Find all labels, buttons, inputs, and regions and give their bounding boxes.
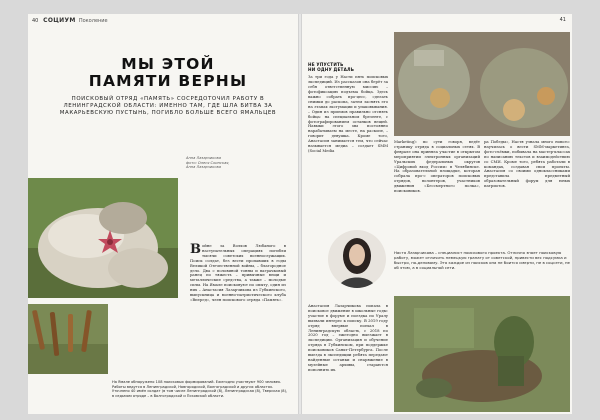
right-column-2: [394, 140, 480, 194]
credit-author: Анна Лазарчикова: [186, 156, 221, 160]
article-title-line1: МЫ ЭТОЙ: [121, 55, 215, 73]
right-column-3: [484, 140, 570, 189]
right-subhead-line2: НИ ОДНУ ДЕТАЛЬ: [308, 67, 355, 73]
left-column-1-text: ойне за Волхов Любаного в наступательных операциях погибли тысячи советских военнослужащих. Поиск солдат, без вести пропавших в годы Великой Отечественной войны, – благородное дело. Два с половиной тонны и ваграчковый ранец по тяжесть – привычные вещи и металлические средства, а также – молодые силы. На Ямале поисковуют по опыту, один из них – Анастасия Лазарчикова из Губкинского, выпускница и военно-патриотического клуба «Вперед», член поискового отряда «Память».: [190, 243, 286, 302]
right-column-1-text: За три года у Насти пять поисковых экспедиций. Из рассказов она берёт за себя ответственную миссию – фотофиксацию подъема бойца. Здесь важно собрать про-цесс, сделать снимки до раскопа, затем заснять его на этапах эксгумации и упаковывания. – Один из приемов правильно отснять бойца: на специальном брезенте, с фотографированием останков вещей. Навыки этого мы постоянно нарабатываем на месте, на раскопе, – говорит девушка. Кроме того, Анастасия занимается тем, что сейчас называется медиа – создает SMM (Social Media: [308, 74, 388, 153]
right-column-3-text: ра Победы», Настя узнала много нового: научилась о вести SMM-маркетинга, фото-съёмки, побывала на мастер-классах по написанию текстов и взаимодействию со СМИ. Кроме того, ребята работали в командах, создавая свои проекты. Анастасия со своими одноклассниками представила предметный образовательный форум для юных патриотов.: [484, 139, 570, 189]
right-column-4: [308, 304, 388, 373]
right-page-header: [560, 17, 566, 23]
article-title-line2: ПАМЯТИ ВЕРНЫ: [88, 72, 248, 90]
portrait-quote: Настя Лазарчикова – специалист поискового проекта. Отлично знает поисковую работу, может отличить немецкую гранату от советской, привести вес подсумка и быстро, по-деловому. Это каждое из поисков она не боится смерти, не в соцсети, не об этом, а в социальной сети.: [394, 250, 570, 270]
right-page: [302, 14, 572, 414]
right-column-4-text: Анастасия Лазарчикова попала в поисковое движение в школьные годы: участие в форуме и поездка по Уралу вызвали интерес к поиску. В 2019 году отряд впервые поехал в Ленинградскую область, с 2018 по 2020 год – ежегодно выезжает в экспедиции. Организация и обучение отряда в Губкинском, при поддержке поисковиков Санкт-Петербурга. После выезда в экспедиции ребята передают найденные останки и снаряжение в музейные архивы, стараются пополнить их.: [308, 303, 388, 372]
right-page-number: 41: [559, 17, 566, 23]
right-column-2-text: Marketing): по сути говоря, ведёт страницу отряда в социальных сетях. В феврале она приняла участие в открытом мероприятии электронных организаций Уральских федеральных округов «Цифровой вход России» в Челябинске. На образовательной площадке, которая собрала про-с операторов поисковых отрядов, волонтеров, участников движения «Бессмертного полка», поисковиков.: [394, 139, 480, 194]
right-column-1: [308, 62, 388, 154]
dropcap: В: [190, 242, 201, 257]
credit-photo-2: Анна Лазарчикова: [186, 165, 221, 170]
credit-photo: фото: Олеся Соинская,: [186, 160, 230, 165]
brand-label: СОЦИУМ: [43, 17, 76, 24]
portrait-photo: [328, 230, 386, 288]
right-subhead: [308, 62, 388, 72]
left-page-number: 40: [32, 18, 39, 24]
right-subhead-line1: НЕ УПУСТИТЬ: [308, 62, 344, 67]
statistics-caption: На Ямале обнаружено 108 поисковых формирований. Ежегодно участвуют 900 человек. Работы ведутся в Ленинградской, Новгородской, Волгоградской и других областях. Уточнено 40 имён солдат (в том числе Ленинградской (8), Ленинградская (8), Тверская (8), в седьмом отряде – в Волгоградской и Псковской области.: [112, 380, 288, 398]
left-page: [28, 14, 298, 414]
left-column-1: [190, 244, 286, 303]
hand-with-star-photo: [28, 178, 178, 298]
field-dig-photo: [394, 296, 570, 412]
artifacts-on-grass-photo: [28, 304, 108, 374]
hands-with-finds-photo: [394, 32, 570, 136]
article-title: [48, 56, 288, 90]
section-label: Поколение: [78, 18, 108, 24]
photo-credits: [186, 156, 286, 170]
article-lead: ПОИСКОВЫЙ ОТРЯД «ПАМЯТЬ» СОСРЕДОТОЧИЛ РАБОТУ В ЛЕНИНГРАДСКОЙ ОБЛАСТИ: ИМЕННО ТАМ, ГДЕ ШЛА БИТВА ЗА МАКАРЬЕВСКУЮ ПУСТЫНЬ, ПОГИБЛО БОЛЬШЕ ВСЕГО ЯМАЛЬЦЕВ: [59, 96, 277, 117]
left-page-header: [32, 17, 108, 24]
